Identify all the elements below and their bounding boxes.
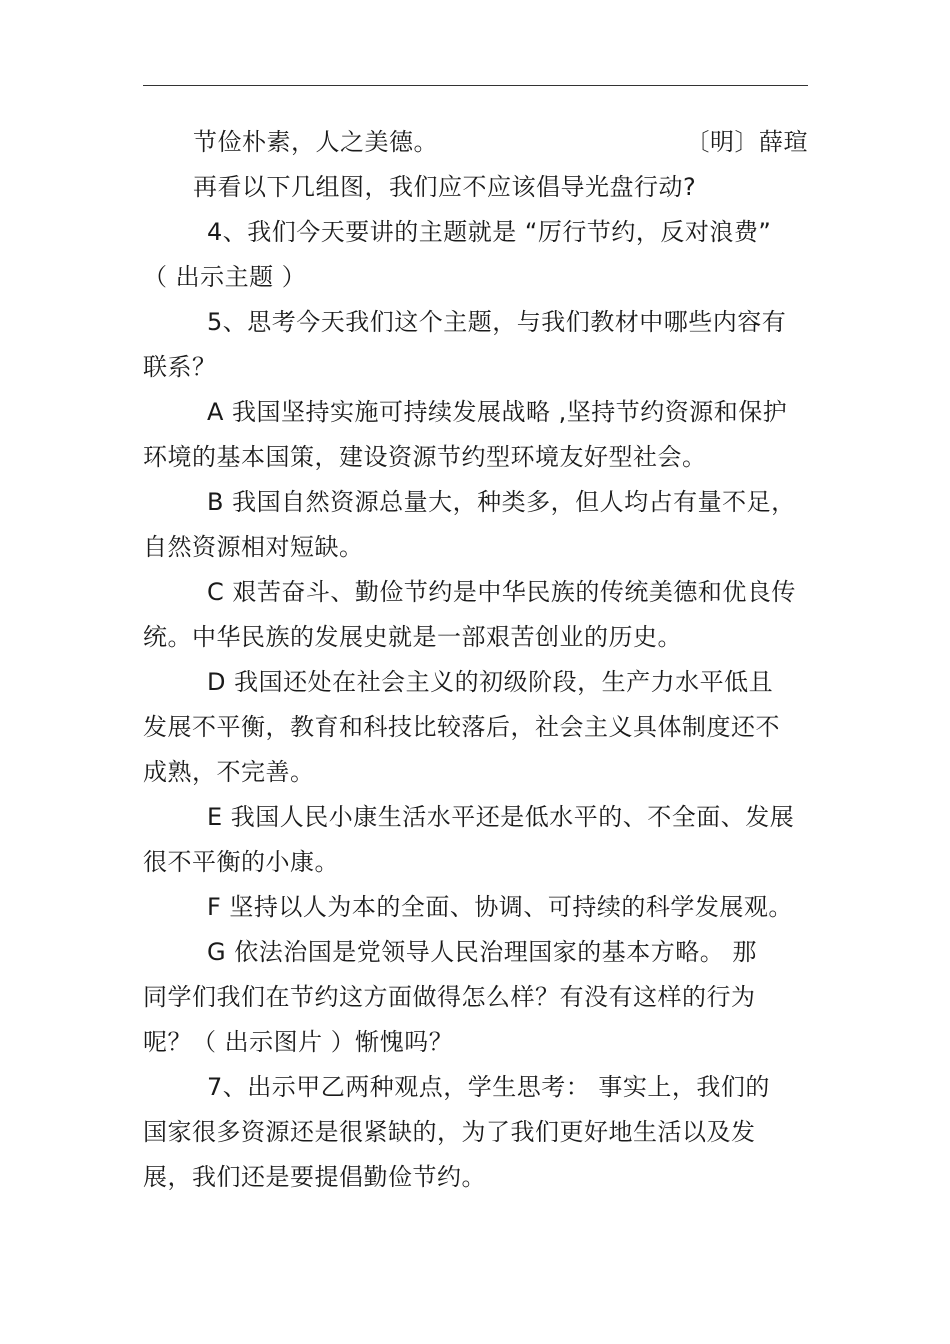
text-line: 统。中华民族的发展史就是一部艰苦创业的历史。 (143, 623, 682, 651)
text-line: 联系？ (143, 353, 217, 381)
text-line: 环境的基本国策，建设资源节约型环境友好型社会。 (143, 443, 707, 471)
text-line: F 坚持以人为本的全面、协调、可持续的科学发展观。 (207, 893, 793, 921)
header-rule (143, 85, 808, 86)
text-line: G 依法治国是党领导人民治理国家的基本方略。 那 (207, 938, 757, 966)
text-line: 5、思考今天我们这个主题，与我们教材中哪些内容有 (207, 308, 787, 336)
text-line: D 我国还处在社会主义的初级阶段，生产力水平低且 (207, 668, 774, 696)
quote-line (143, 120, 808, 165)
quote-text: 节俭朴素，人之美德。 (193, 128, 438, 156)
text-line: 呢？（ 出示图片 ）惭愧吗？ (143, 1028, 454, 1056)
text-line: 自然资源相对短缺。 (143, 533, 364, 561)
text-line: （ 出示主题 ） (143, 263, 307, 291)
text-line: A 我国坚持实施可持续发展战略 ,坚持节约资源和保护 (207, 398, 788, 426)
text-line: 国家很多资源还是很紧缺的，为了我们更好地生活以及发 (143, 1118, 756, 1146)
text-line: 成熟，不完善。 (143, 758, 315, 786)
text-line: 发展不平衡，教育和科技比较落后，社会主义具体制度还不 (143, 713, 780, 741)
quote-attribution: 〔明〕薛瑄 (685, 128, 808, 156)
text-line: 同学们我们在节约这方面做得怎么样？有没有这样的行为 (143, 983, 756, 1011)
text-line: E 我国人民小康生活水平还是低水平的、不全面、发展 (207, 803, 795, 831)
text-line: 展，我们还是要提倡勤俭节约。 (143, 1163, 486, 1191)
text-line: 7、出示甲乙两种观点，学生思考： 事实上，我们的 (207, 1073, 770, 1101)
text-line: 再看以下几组图，我们应不应该倡导光盘行动? (193, 173, 697, 201)
text-line: B 我国自然资源总量大，种类多，但人均占有量不足， (207, 488, 796, 516)
document-body (143, 120, 808, 1200)
text-line: 4、我们今天要讲的主题就是 “厉行节约，反对浪费” (207, 218, 772, 246)
text-line: C 艰苦奋斗、勤俭节约是中华民族的传统美德和优良传 (207, 578, 796, 606)
text-line: 很不平衡的小康。 (143, 848, 339, 876)
